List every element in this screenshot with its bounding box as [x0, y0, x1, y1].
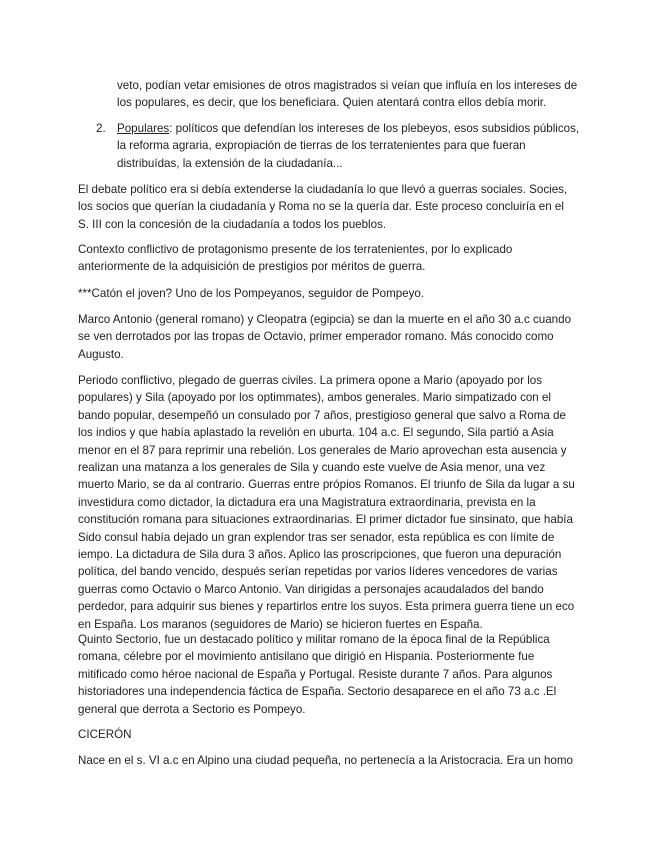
term-populares: Populares	[117, 122, 170, 135]
paragraph-periodo-conflictivo: Periodo conflictivo, plegado de guerras civiles. La primera opone a Mario (apoyado por los populares) y Sila (apoyado por los optimmates), ambos generales. Mario simpatizado con el bando popular, desempeñó un consulado por 7 años, prestigioso general que salvo a Roma de los indios y que había aplastado la revelión en uburta. 104 a.c. El segundo, Sila partió a Asia menor en el 87 para reprimir una rebelión. Los generales de Mario aprovechan esta ausencia y realizan una matanza a los generales de Sila y cuando este vuelve de Asia menor, una vez muerto Mario, se da al contrario. Guerras entre própios Romanos. El triunfo de Sila da lugar a su investidura como dictador, la dictadura era una Magistratura extraordinaria, prevista en la constitución romana para situaciones extraordinarias. El primer dictador fue sinsinato, que había Sido consul había dejado un gran explendor tras ser senador, esta república es con límite de iempo. La dictadura de Sila dura 3 años. Aplico las proscripciones, que fueron una depuración política, del bando vencido, después serían repetidas por varios líderes vencedores de varias guerras como Octavio o Marco Antonio. Van dirigidas a personajes acaudalados del bando perdedor, para adquirir sus bienes y repartirlos entre los suyos. Esta primera guerra tiene un eco en España. Los maranos (seguidores de Mario) se hicieron fuertes en España.	[78, 374, 575, 631]
paragraph-debate: El debate político era si debía extenderse la ciudadanía lo que llevó a guerras sociales. Socies, los socios que querían la ciudadanía y Roma no se la quería dar. Este proceso concluiría en el S. III con la concesión de la ciudadanía a todos los pueblos.	[78, 183, 568, 231]
section-heading-ciceron: CICERÓN	[78, 728, 132, 741]
paragraph-marco-antonio: Marco Antonio (general romano) y Cleopatra (egipcia) se dan la muerte en el año 30 a.c cuando se ven derrotados por las tropas de Octavio, primer emperador romano. Más conocido como Augusto.	[78, 313, 572, 361]
paragraph-ciceron: Nace en el s. VI a.c en Alpino una ciudad pequeña, no pertenecía a la Aristocracia. Era un homo	[78, 754, 573, 767]
list-item-text: : políticos que defendían los intereses de los plebeyos, esos subsidios públicos, la reforma agraria, expropiación de tierras de los terratenientes para que fueran distribuídas, la extensión de la ciudadanía...	[117, 122, 580, 170]
list-item-body	[117, 120, 588, 172]
paragraph-context: Contexto conflictivo de protagonismo presente de los terratenientes, por lo explicado anteriormente de la adquisición de prestigios por méritos de guerra.	[78, 243, 513, 274]
list-continuation: veto, podían vetar emisiones de otros magistrados si veían que influía en los intereses de los populares, es decir, que los beneficiara. Quien atentará contra ellos debía morir.	[117, 79, 578, 110]
list-item-populares	[96, 120, 588, 172]
list-number: 2.	[96, 122, 106, 135]
paragraph-sectorio: Quinto Sectorio, fue un destacado político y militar romano de la época final de la República romana, célebre por el movimiento antisilano que dirigió en Hispania. Posteriormente fue mitificado como héroe nacional de España y Portugal. Resiste durante 7 años. Para algunos historiadores una independencia fáctica de España. Sectorio desaparece en el año 73 a.c .El general que derrota a Sectorio es Pompeyo.	[78, 633, 557, 716]
paragraph-caton: ***Catón el joven? Uno de los Pompeyanos, seguidor de Pompeyo.	[78, 287, 425, 300]
